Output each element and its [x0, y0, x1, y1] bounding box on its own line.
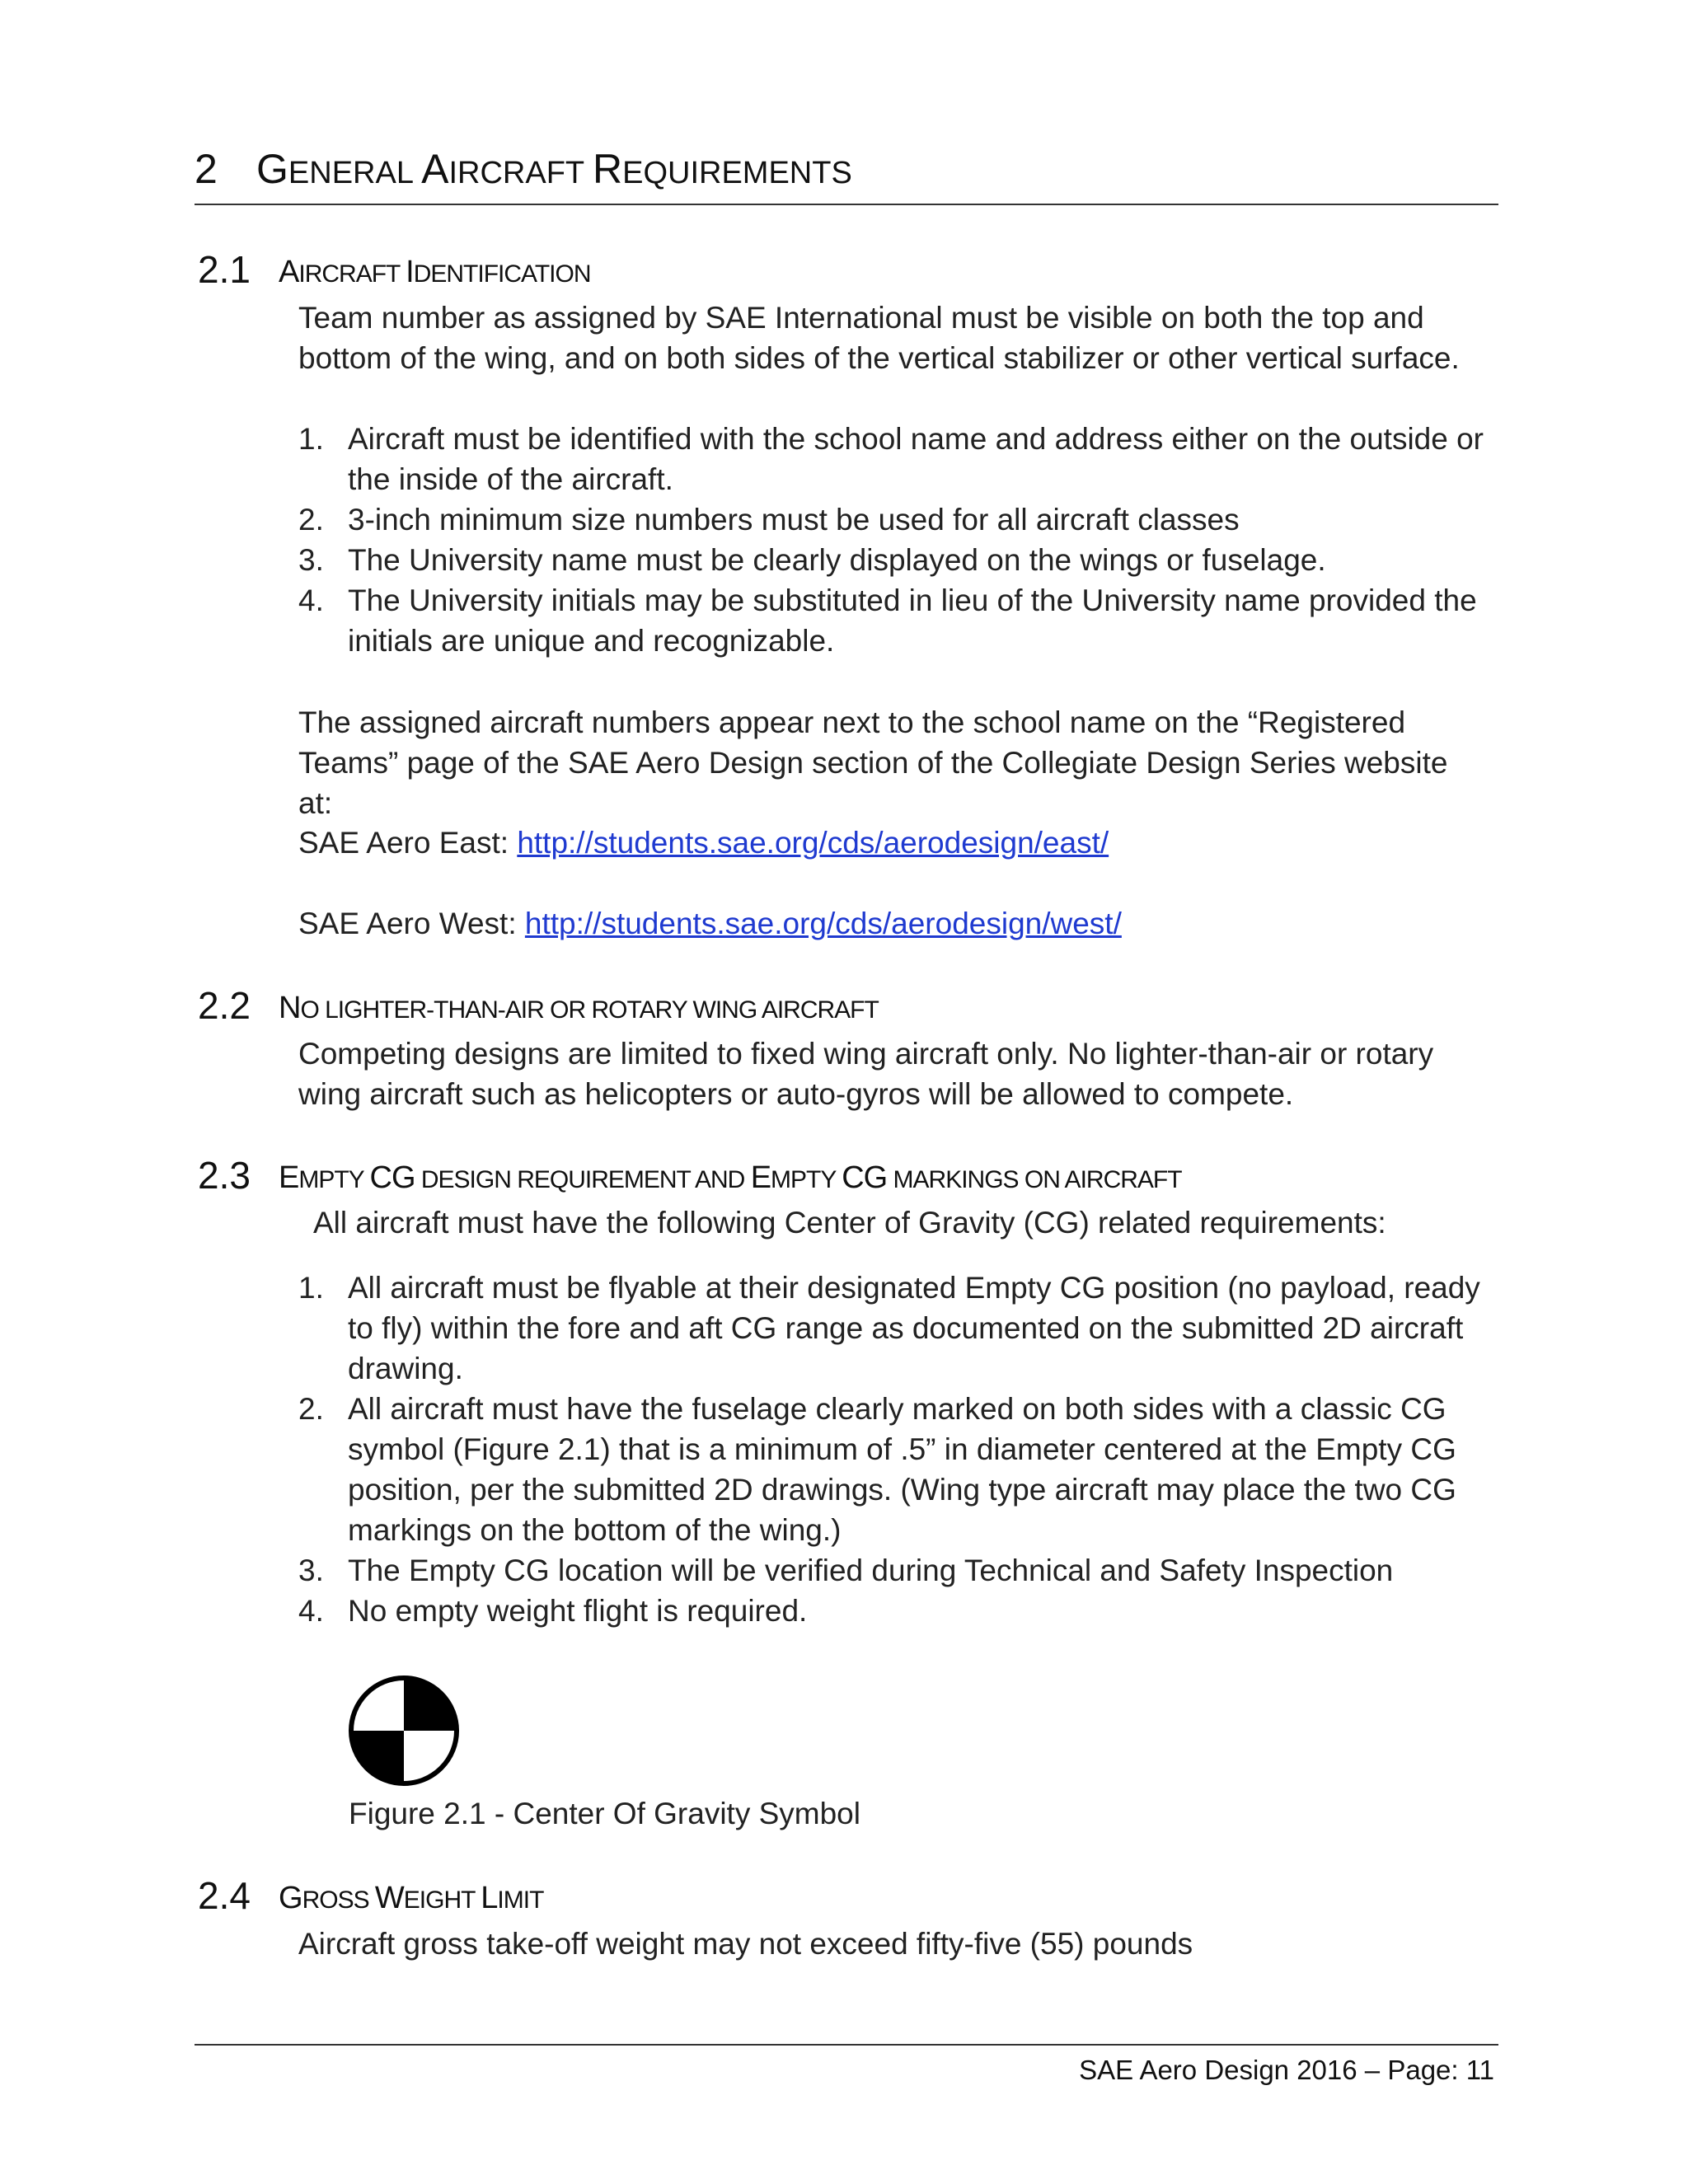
list-item: 4. No empty weight flight is required.: [298, 1594, 808, 1628]
s23-list: [298, 1268, 1493, 1631]
list-item: 1. Aircraft must be identified with the school name and address either on the outside or the inside of the aircraft.: [298, 422, 1484, 496]
subsection-number-2-1: 2.1: [198, 248, 251, 291]
figure-caption: Figure 2.1 - Center Of Gravity Symbol: [349, 1797, 860, 1830]
heading-rule: [195, 204, 1498, 205]
east-link-line: SAE Aero East: http://students.sae.org/cds/aerodesign/east/: [298, 826, 1109, 860]
s24-text: Aircraft gross take-off weight may not exceed fifty-five (55) pounds: [298, 1927, 1193, 1961]
subsection-title-2-2: NO LIGHTER-THAN-AIR OR ROTARY WING AIRCRAFT: [279, 991, 879, 1025]
subsection-title-2-3: EMPTY CG DESIGN REQUIREMENT AND EMPTY CG MARKINGS ON AIRCRAFT: [279, 1160, 1182, 1195]
subsection-number-2-2: 2.2: [198, 984, 251, 1027]
list-item: 3. The Empty CG location will be verified during Technical and Safety Inspection: [298, 1554, 1394, 1587]
list-item: 1. All aircraft must be flyable at their designated Empty CG position (no payload, ready to fly) within the fore and aft CG range as documented on the submitted 2D aircraft drawing.: [298, 1271, 1480, 1385]
subsection-title-2-4: GROSS WEIGHT LIMIT: [279, 1881, 544, 1915]
footer-doc-title: SAE Aero Design 2016: [1079, 2055, 1357, 2085]
west-url-link[interactable]: http://students.sae.org/cds/aerodesign/west/: [524, 907, 1122, 940]
list-item: 2. All aircraft must have the fuselage clearly marked on both sides with a classic CG symbol (Figure 2.1) that is a minimum of .5” in diameter centered at the Empty CG position, per the submitted 2D drawings. (Wing type aircraft may place the two CG markings on the bottom of the wing.): [298, 1392, 1456, 1547]
subsection-title-2-1: AIRCRAFT IDENTIFICATION: [279, 255, 591, 289]
page-number: Page: 11: [1387, 2055, 1494, 2085]
subsection-number-2-3: 2.3: [198, 1154, 251, 1197]
list-item: 3. The University name must be clearly displayed on the wings or fuselage.: [298, 543, 1326, 577]
section-number: 2: [195, 146, 218, 192]
subsection-number-2-4: 2.4: [198, 1874, 251, 1917]
footer-rule: [195, 2044, 1498, 2046]
s21-list: [298, 419, 1502, 661]
west-link-line: SAE Aero West: http://students.sae.org/cds/aerodesign/west/: [298, 907, 1122, 940]
page-footer: SAE Aero Design 2016 – Page: 11: [1079, 2055, 1494, 2085]
list-item: 2. 3-inch minimum size numbers must be used for all aircraft classes: [298, 503, 1240, 537]
s22-text: Competing designs are limited to fixed wing aircraft only. No lighter-than-air or rotary wing aircraft such as helicopters or auto-gyros will be allowed to compete.: [298, 1037, 1434, 1111]
section-title: GENERAL AIRCRAFT REQUIREMENTS: [256, 146, 852, 192]
list-item: 4. The University initials may be substituted in lieu of the University name provided the initials are unique and recognizable.: [298, 583, 1477, 658]
s21-intro: Team number as assigned by SAE International must be visible on both the top and bottom of the wing, and on both sides of the vertical stabilizer or other vertical surface.: [298, 301, 1460, 375]
s23-intro: All aircraft must have the following Center of Gravity (CG) related requirements:: [313, 1206, 1386, 1240]
s21-para2: The assigned aircraft numbers appear next to the school name on the “Registered Teams” page of the SAE Aero Design section of the Collegiate Design Series website at:: [298, 705, 1448, 820]
section-heading: [195, 144, 852, 198]
east-url-link[interactable]: http://students.sae.org/cds/aerodesign/east/: [517, 826, 1109, 860]
cg-symbol-icon: [346, 1673, 462, 1788]
